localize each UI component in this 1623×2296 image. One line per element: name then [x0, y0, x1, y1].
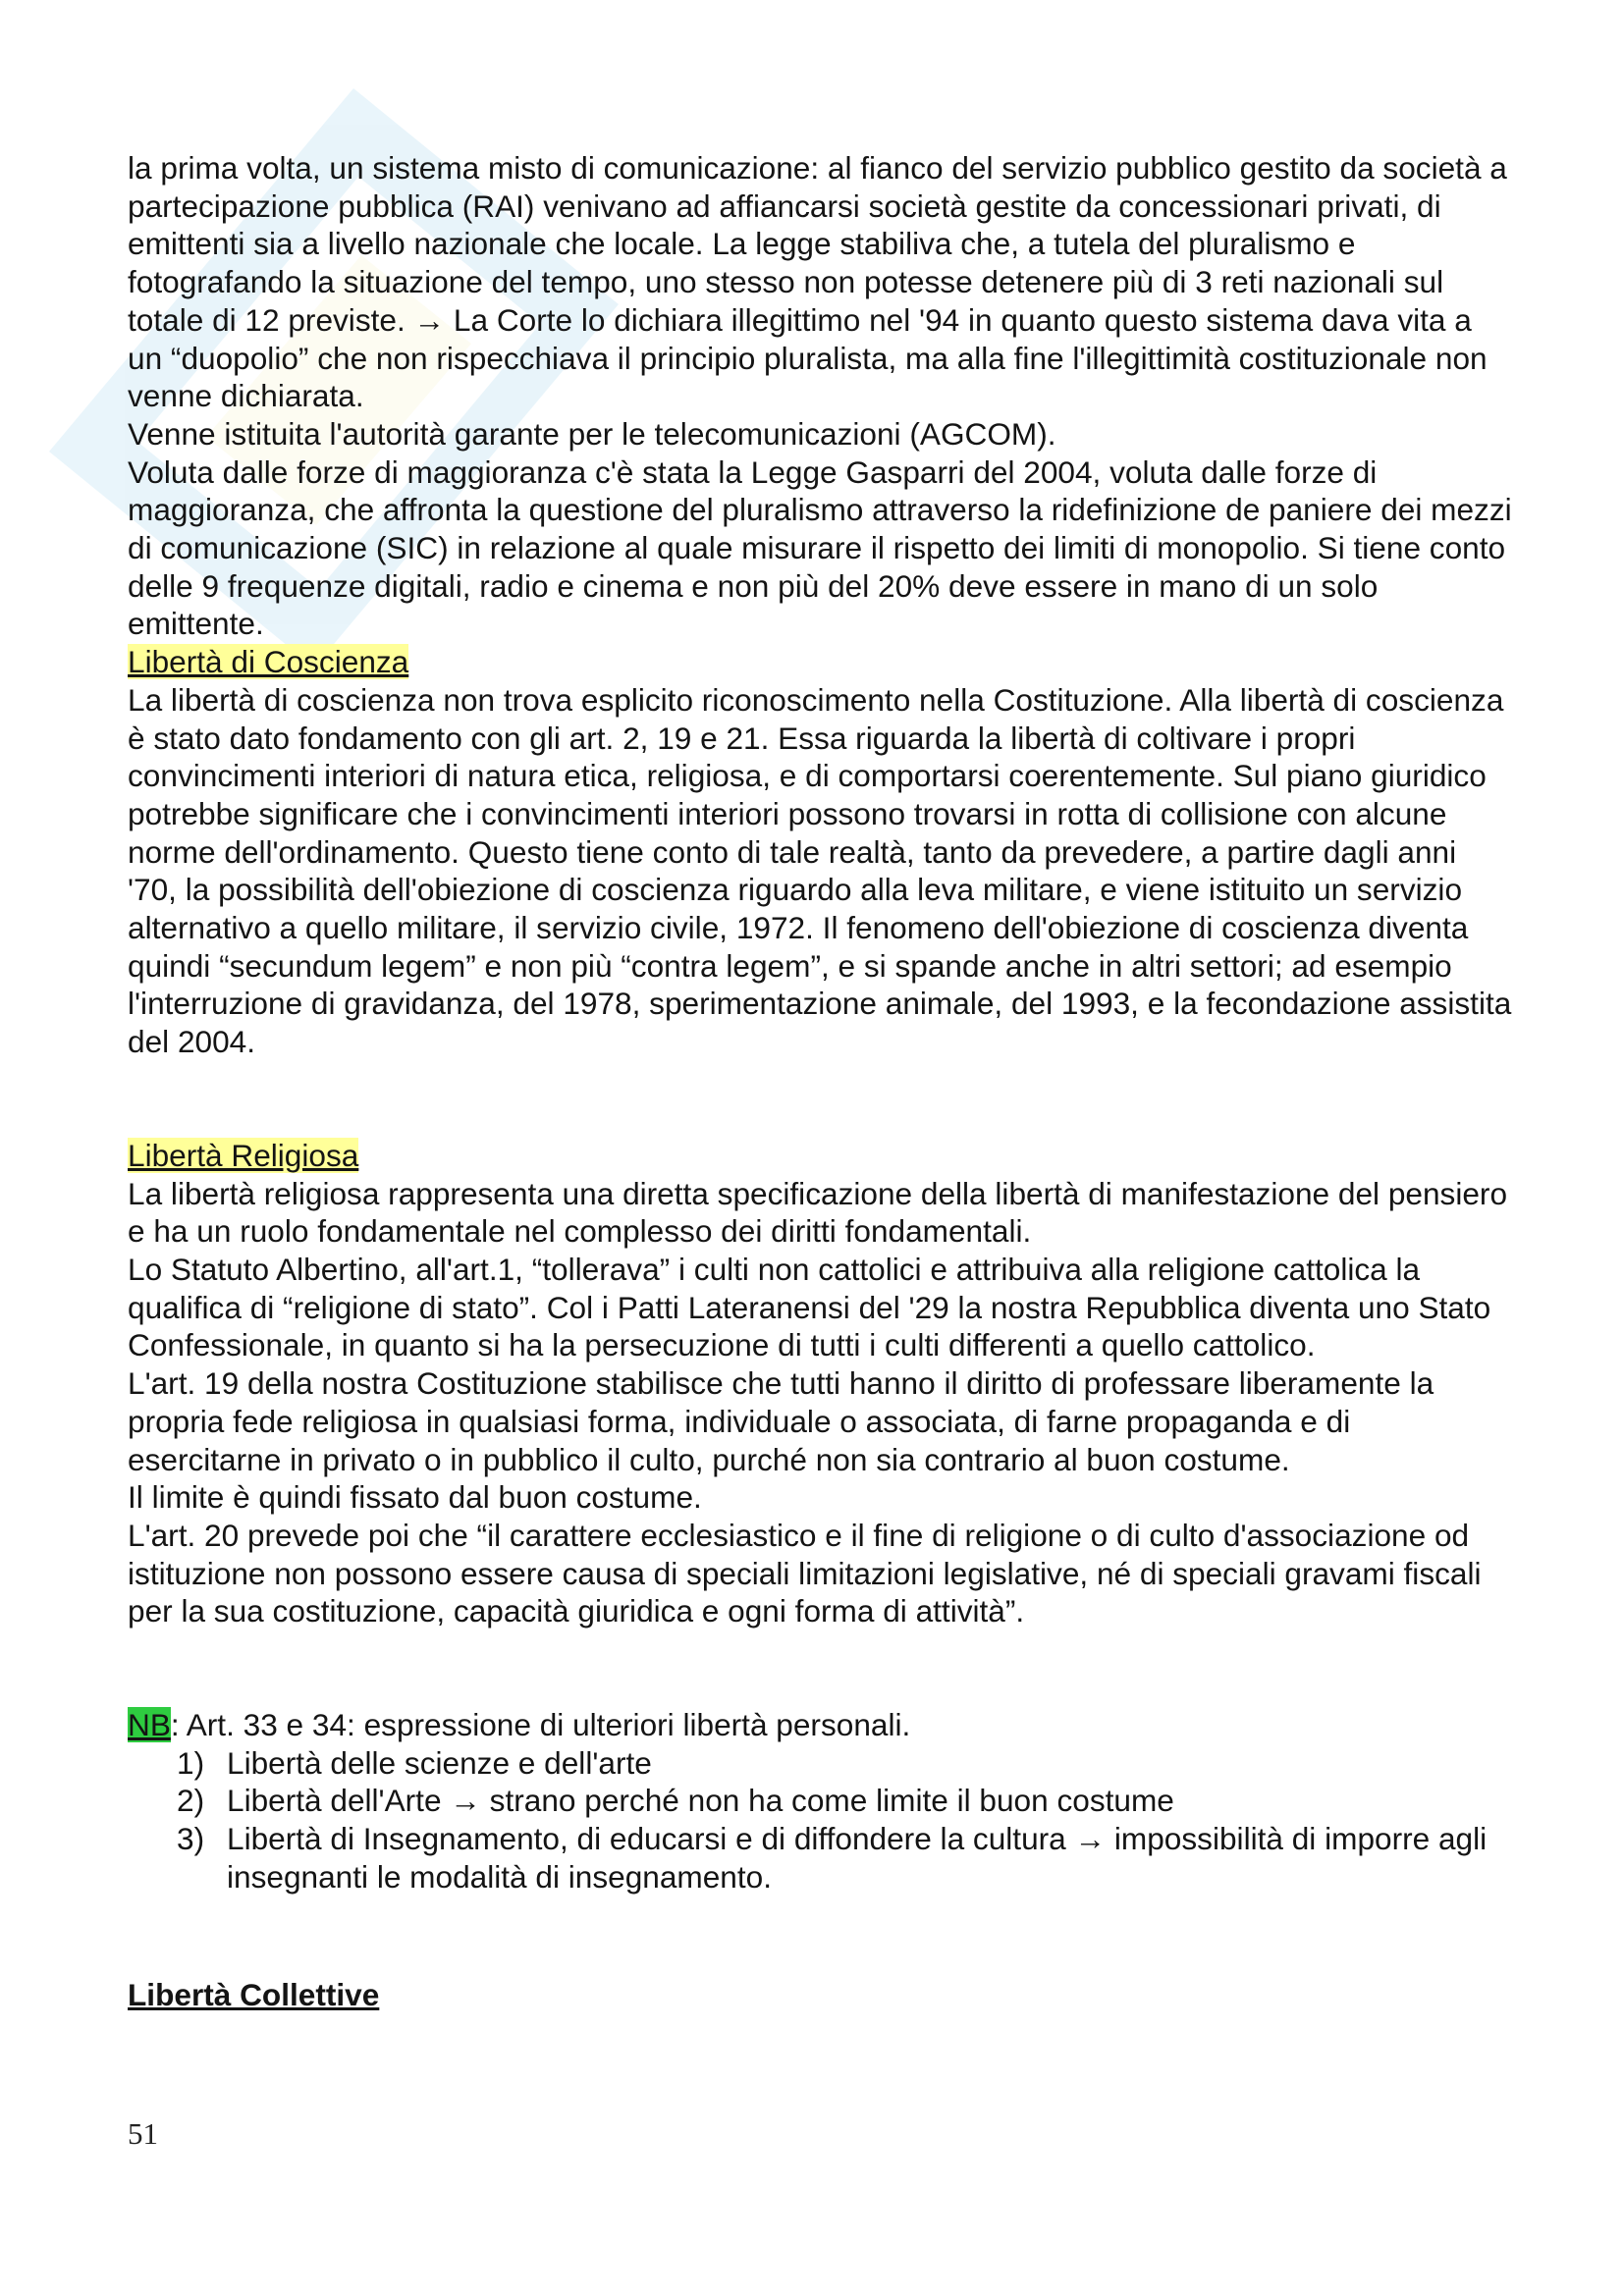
nb-section [128, 1706, 1512, 1896]
religiosa-paragraph-4: Il limite è quindi fissato dal buon costume. [128, 1479, 702, 1516]
list-item-text: Libertà dell'Arte → strano perché non ha come limite il buon costume [227, 1783, 1174, 1819]
list-item-text: Libertà delle scienze e dell'arte [227, 1744, 652, 1781]
list-item [128, 1782, 1512, 1820]
list-item-number: 3) [177, 1821, 205, 1857]
list-item-text: Libertà di Insegnamento, di educarsi e di diffondere la cultura → impossibilità di imporre agli insegnanti le modalità di insegnamento. [227, 1821, 1488, 1895]
list-item-number: 2) [177, 1783, 205, 1819]
intro-paragraph-2: Venne istituita l'autorità garante per le telecomunicazioni (AGCOM). [128, 415, 1056, 452]
coscienza-section [128, 643, 1512, 1061]
religiosa-heading: Libertà Religiosa [128, 1137, 359, 1173]
list-item-number: 1) [177, 1744, 205, 1781]
intro-paragraph-1: la prima volta, un sistema misto di comunicazione: al fianco del servizio pubblico gestito da società a partecipazione pubblica (RAI) venivano ad affiancarsi società gestite da concessionari privati, di emittenti sia a livello nazionale che locale. La legge stabiliva che, a tutela del pluralismo e fotografando la situazione del tempo, uno stesso non potesse detenere più di 3 reti nazionali sul totale di 12 previste. → La Corte lo dichiara illegittimo nel '94 in quanto questo sistema dava vita a un “duopolio” che non rispecchiava il principio pluralista, ma alla fine l'illegittimità costituzionale non venne dichiarata. [128, 150, 1507, 414]
spacer [128, 1896, 1512, 1976]
religiosa-paragraph-5: L'art. 20 prevede poi che “il carattere ecclesiastico e il fine di religione o di culto d'associazione od istituzione non possono essere causa di speciali limitazioni legislative, né di speciali gravami fiscali per la sua costituzione, capacità giuridica e ogni forma di attività”. [128, 1517, 1482, 1629]
nb-text: : Art. 33 e 34: espressione di ulteriori libertà personali. [170, 1707, 911, 1743]
intro-paragraph-3: Voluta dalle forze di maggioranza c'è stata la Legge Gasparri del 2004, voluta dalle forze di maggioranza, che affronta la questione del pluralismo attraverso la ridefinizione de paniere dei mezzi di comunicazione (SIC) in relazione al quale misurare il rispetto dei limiti di monopolio. Si tiene conto delle 9 frequenze digitali, radio e cinema e non più del 20% deve essere in mano di un solo emittente. [128, 454, 1512, 642]
list-item [128, 1820, 1512, 1896]
nb-line [128, 1706, 1512, 1744]
coscienza-body: La libertà di coscienza non trova esplicito riconoscimento nella Costituzione. Alla libertà di coscienza è stato dato fondamento con gli art. 2, 19 e 21. Essa riguarda la libertà di coltivare i propri convincimenti interiori di natura etica, religiosa, e di comportarsi coerentemente. Sul piano giuridico potrebbe significare che i convincimenti interiori possono trovarsi in rotta di collisione con alcune norme dell'ordinamento. Questo tiene conto di tale realtà, tanto da prevedere, a partire dagli anni '70, la possibilità dell'obiezione di coscienza riguardo alla leva militare, e viene istituito un servizio alternativo a quello militare, il servizio civile, 1972. Il fenomeno dell'obiezione di coscienza diventa quindi “secundum legem” e non più “contra legem”, e si spande anche in altri settori; ad esempio l'interruzione di gravidanza, del 1978, sperimentazione animale, del 1993, e la fecondazione assistita del 2004. [128, 681, 1512, 1060]
list-item [128, 1744, 1512, 1783]
religiosa-paragraph-1: La libertà religiosa rappresenta una diretta specificazione della libertà di manifestazione del pensiero e ha un ruolo fondamentale nel complesso dei diritti fondamentali. [128, 1175, 1508, 1250]
spacer [128, 1630, 1512, 1706]
coscienza-heading: Libertà di Coscienza [128, 644, 409, 680]
religiosa-paragraph-3: L'art. 19 della nostra Costituzione stabilisce che tutti hanno il diritto di professare liberamente la propria fede religiosa in qualsiasi forma, individuale o associata, di farne propaganda e di esercitarne in privato o in pubblico il culto, purché non sia contrario al buon costume. [128, 1365, 1434, 1477]
page-number: 51 [128, 2116, 158, 2151]
religiosa-section [128, 1137, 1512, 1630]
nb-label: NB [128, 1707, 171, 1743]
spacer [128, 1061, 1512, 1137]
nb-list [128, 1744, 1512, 1896]
intro-section [128, 149, 1512, 643]
collettive-heading: Libertà Collettive [128, 1976, 380, 2012]
religiosa-paragraph-2: Lo Statuto Albertino, all'art.1, “tollerava” i culti non cattolici e attribuiva alla religione cattolica la qualifica di “religione di stato”. Col i Patti Lateranensi del '29 la nostra Repubblica diventa uno Stato Confessionale, in quanto si ha la persecuzione di tutti i culti differenti a quello cattolico. [128, 1251, 1491, 1363]
document-page [128, 149, 1512, 2013]
